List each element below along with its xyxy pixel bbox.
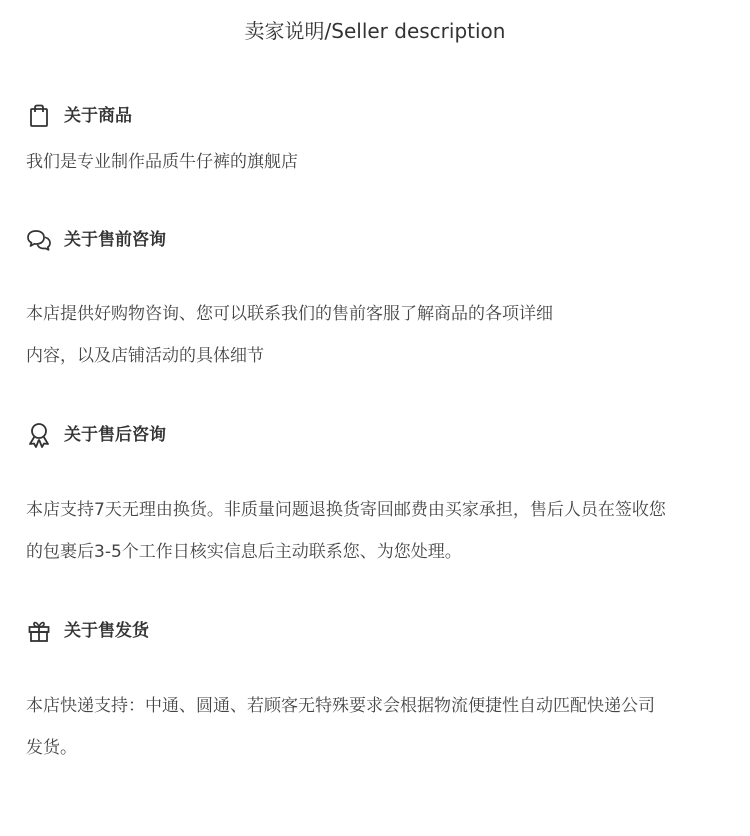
gift-box-icon [26, 618, 52, 644]
section-shipping [26, 618, 726, 769]
section-aftersale-consult [26, 422, 726, 573]
section-title: 关于售前咨询 [64, 230, 166, 250]
section-title: 关于售发货 [64, 621, 149, 641]
chat-bubbles-icon [26, 227, 52, 253]
section-title: 关于售后咨询 [64, 425, 166, 445]
section-title: 关于商品 [64, 106, 132, 126]
section-presale-consult [26, 227, 726, 377]
section-about-product [26, 103, 726, 183]
page-title: 卖家说明/Seller description [244, 19, 506, 43]
shopping-bag-icon [26, 103, 52, 129]
section-header [26, 618, 726, 644]
award-ribbon-icon [26, 422, 52, 448]
section-body: 本店支持7天无理由换货。非质量问题退换货寄回邮费由买家承担，售后人员在签收您 的包裹后3-5个工作日核实信息后主动联系您、为您处理。 [26, 500, 666, 562]
section-header [26, 227, 726, 253]
section-header [26, 422, 726, 448]
section-header [26, 103, 726, 129]
section-body: 本店提供好购物咨询、您可以联系我们的售前客服了解商品的各项详细 内容，以及店铺活动的具体细节 [26, 304, 553, 366]
section-body: 本店快递支持：中通、圆通、若顾客无特殊要求会根据物流便捷性自动匹配快递公司 发货。 [26, 696, 655, 758]
section-body: 我们是专业制作品质牛仔裤的旗舰店 [26, 152, 298, 172]
